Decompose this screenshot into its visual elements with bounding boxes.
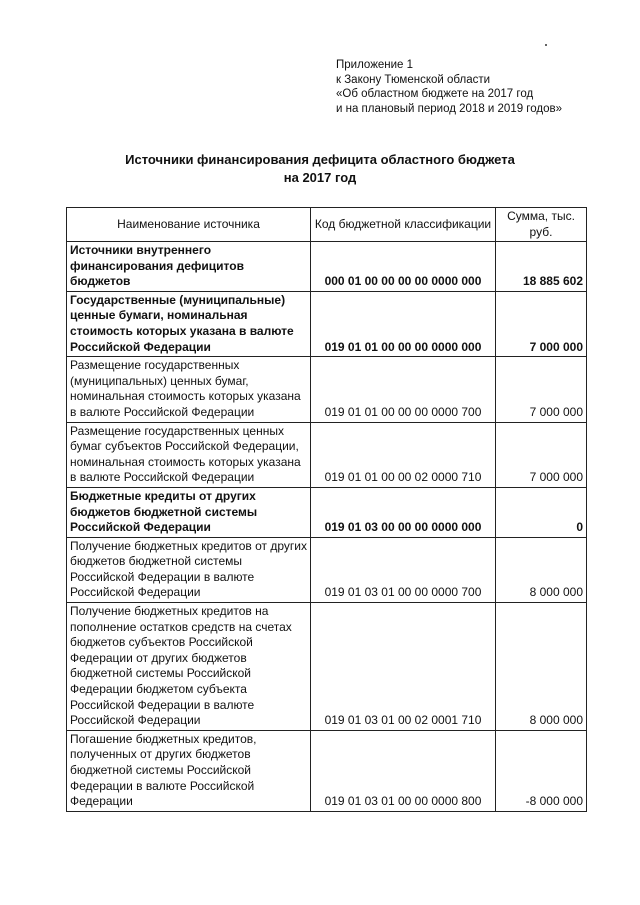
table-row (67, 357, 587, 422)
row-sum: 7 000 000 (496, 422, 587, 487)
row-name: Государственные (муниципальные) ценные бумаги, номинальная стоимость которых указана в валюте Российской Федерации (67, 291, 311, 356)
row-code: 000 01 00 00 00 00 0000 000 (311, 242, 496, 292)
row-sum: 7 000 000 (496, 357, 587, 422)
table-row (67, 603, 587, 731)
row-sum: 8 000 000 (496, 603, 587, 731)
table-row (67, 537, 587, 602)
row-sum: 18 885 602 (496, 242, 587, 292)
header-code: Код бюджетной классификации (311, 208, 496, 242)
annex-line-4: и на плановый период 2018 и 2019 годов» (336, 102, 562, 115)
row-code: 019 01 03 01 00 00 0000 700 (311, 537, 496, 602)
row-name: Получение бюджетных кредитов на пополнение остатков средств на счетах бюджетов субъектов Российской Федерации от других бюджетов бюджетной системы Российской Федерации бюджетом субъекта Российской Федерации в валюте Российской Федерации (67, 603, 311, 731)
row-code: 019 01 03 01 00 00 0000 800 (311, 730, 496, 811)
table-row (67, 422, 587, 487)
row-name: Бюджетные кредиты от других бюджетов бюджетной системы Российской Федерации (67, 487, 311, 537)
row-name: Получение бюджетных кредитов от других бюджетов бюджетной системы Российской Федерации в валюте Российской Федерации (67, 537, 311, 602)
title-line-1: Источники финансирования дефицита областного бюджета (125, 152, 515, 167)
row-code: 019 01 01 00 00 00 0000 700 (311, 357, 496, 422)
row-name: Размещение государственных ценных бумаг субъектов Российской Федерации, номинальная стоимость которых указана в валюте Российской Федерации (67, 422, 311, 487)
row-sum: -8 000 000 (496, 730, 587, 811)
annex-header (336, 58, 562, 116)
sources-table (66, 207, 587, 812)
annex-line-1: Приложение 1 (336, 59, 414, 71)
row-sum: 7 000 000 (496, 291, 587, 356)
title-line-2: на 2017 год (283, 170, 357, 185)
header-name: Наименование источника (67, 208, 311, 242)
annex-line-2: к Закону Тюменской области (336, 73, 491, 86)
table-header-row (67, 208, 587, 242)
row-code: 019 01 01 00 00 02 0000 710 (311, 422, 496, 487)
table-row (67, 242, 587, 292)
table-row (67, 487, 587, 537)
annex-line-3: «Об областном бюджете на 2017 год (336, 88, 534, 100)
row-code: 019 01 01 00 00 00 0000 000 (311, 291, 496, 356)
row-sum: 0 (496, 487, 587, 537)
header-sum: Сумма, тыс. руб. (496, 208, 587, 242)
table-row (67, 730, 587, 811)
row-name: Источники внутреннего финансирования дефицитов бюджетов (67, 242, 311, 292)
row-name: Размещение государственных (муниципальных) ценных бумаг, номинальная стоимость которых указана в валюте Российской Федерации (67, 357, 311, 422)
row-code: 019 01 03 00 00 00 0000 000 (311, 487, 496, 537)
row-sum: 8 000 000 (496, 537, 587, 602)
row-code: 019 01 03 01 00 02 0001 710 (311, 603, 496, 731)
table-row (67, 291, 587, 356)
row-name: Погашение бюджетных кредитов, полученных от других бюджетов бюджетной системы Российской Федерации в валюте Российской Федерации (67, 730, 311, 811)
document-title (0, 151, 640, 187)
scan-speck (545, 44, 547, 46)
